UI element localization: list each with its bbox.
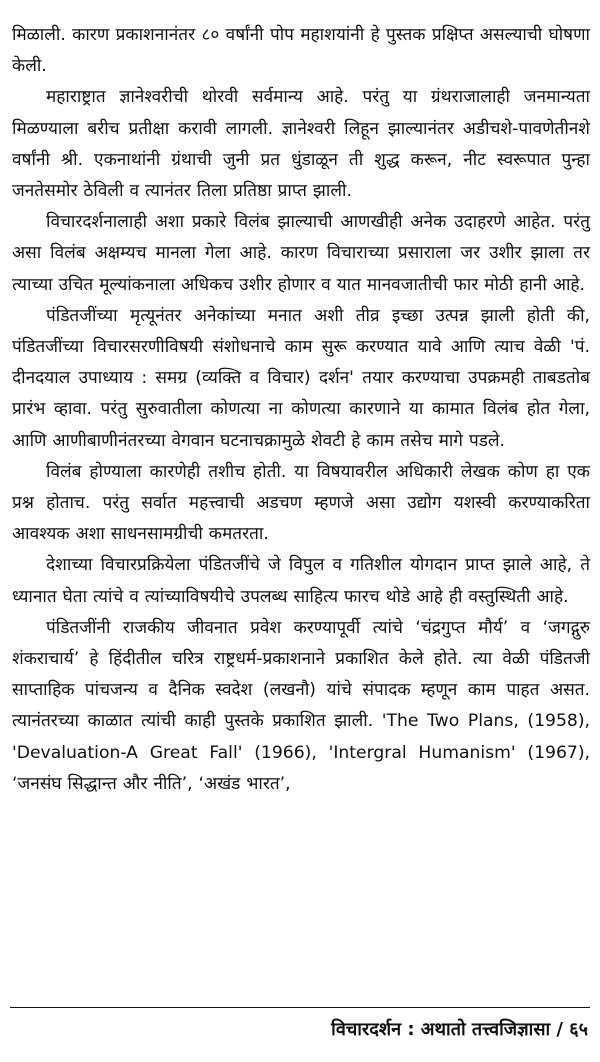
paragraph-publications: पंडितजींनी राजकीय जीवनात प्रवेश करण्यापूर्वी त्यांचे ‘चंद्रगुप्त मौर्य’ व ‘जगद्गुरु शंकराचार्य’ हे हिंदीतील चरित्र राष्ट्रधर्म-प्रकाशनाने प्रकाशित केले होते. त्या वेळी पंडितजी साप्ताहिक पांचजन्य व दैनिक स्वदेश (लखनौ) यांचे संपादक म्हणून काम पाहत असत. त्यानंतरच्या काळात त्यांची काही पुस्तके प्रकाशित झाली. 'The Two Plans, (1958), 'Devaluation-A Great Fall' (1966), 'Intergral Humanism' (1967), ‘जनसंघ सिद्धान्त और नीति’, ‘अखंड भारत’,	[12, 617, 590, 794]
paragraph-vichardarshan-delay: विचारदर्शनालाही अशा प्रकारे विलंब झाल्याची आणखीही अनेक उदाहरणे आहेत. परंतु असा विलंब अक्षम्यच मानला गेला आहे. कारण विचाराच्या प्रसाराला जर उशीर झाला तर त्याच्या उचित मूल्यांकनाला अधिकच उशीर होणार व यात मानवजातीची फार मोठी हानी आहे.	[12, 212, 590, 295]
paragraph-dnyaneshwari: महाराष्ट्रात ज्ञानेश्वरीची थोरवी सर्वमान्य आहे. परंतु या ग्रंथराजालाही जनमान्यता मिळण्याला बरीच प्रतीक्षा करावी लागली. ज्ञानेश्वरी लिहून झाल्यानंतर अडीचशे-पावणेतीनशे वर्षांनी श्री. एकनाथांनी ग्रंथाची जुनी प्रत धुंडाळून ती शुद्ध करून, नीट स्वरूपात पुन्हा जनतेसमोर ठेविली व त्यानंतर तिला प्रतिष्ठा प्राप्त झाली.	[12, 87, 590, 202]
paragraph-reasons: विलंब होण्याला कारणेही तशीच होती. या विषयावरील अधिकारी लेखक कोण हा एक प्रश्न होताच. परंतु सर्वात महत्त्वाची अडचण म्हणजे असा उद्योग यशस्वी करण्याकरिता आवश्यक अशा साधनसामग्रीची कमतरता.	[12, 461, 590, 545]
paragraph-contribution: देशाच्या विचारप्रक्रियेला पंडितजींचे जे विपुल व गतिशील योगदान प्राप्त झाले आहे, ते ध्यानात घेता त्यांचे व त्यांच्याविषयीचे उपलब्ध साहित्य फारच थोडे आहे ही वस्तुस्थिती आहे.	[12, 555, 590, 607]
footer-divider	[10, 1007, 590, 1008]
running-footer: विचारदर्शन : अथातो तत्त्वजिज्ञासा / ६५	[331, 1019, 588, 1040]
paragraph-continuation: मिळाली. कारण प्रकाशनानंतर ८० वर्षांनी पोप महाशयांनी हे पुस्तक प्रक्षिप्त असल्याची घोषणा केली.	[12, 25, 590, 77]
page-body	[12, 20, 590, 800]
paragraph-after-death: पंडितजींच्या मृत्यूनंतर अनेकांच्या मनात अशी तीव्र इच्छा उत्पन्न झाली होती की, पंडितजींच्या विचारसरणीविषयी संशोधनाचे काम सुरू करण्यात यावे आणि त्याच वेळी 'पं. दीनदयाल उपाध्याय : समग्र (व्यक्ति व विचार) दर्शन' तयार करण्याचा उपक्रमही ताबडतोब प्रारंभ व्हावा. परंतु सुरुवातीला कोणत्या ना कोणत्या कारणाने या कामात विलंब होत गेला, आणि आणीबाणीनंतरच्या वेगवान घटनाचक्रामुळे शेवटी हे काम तसेच मागे पडले.	[12, 305, 590, 451]
